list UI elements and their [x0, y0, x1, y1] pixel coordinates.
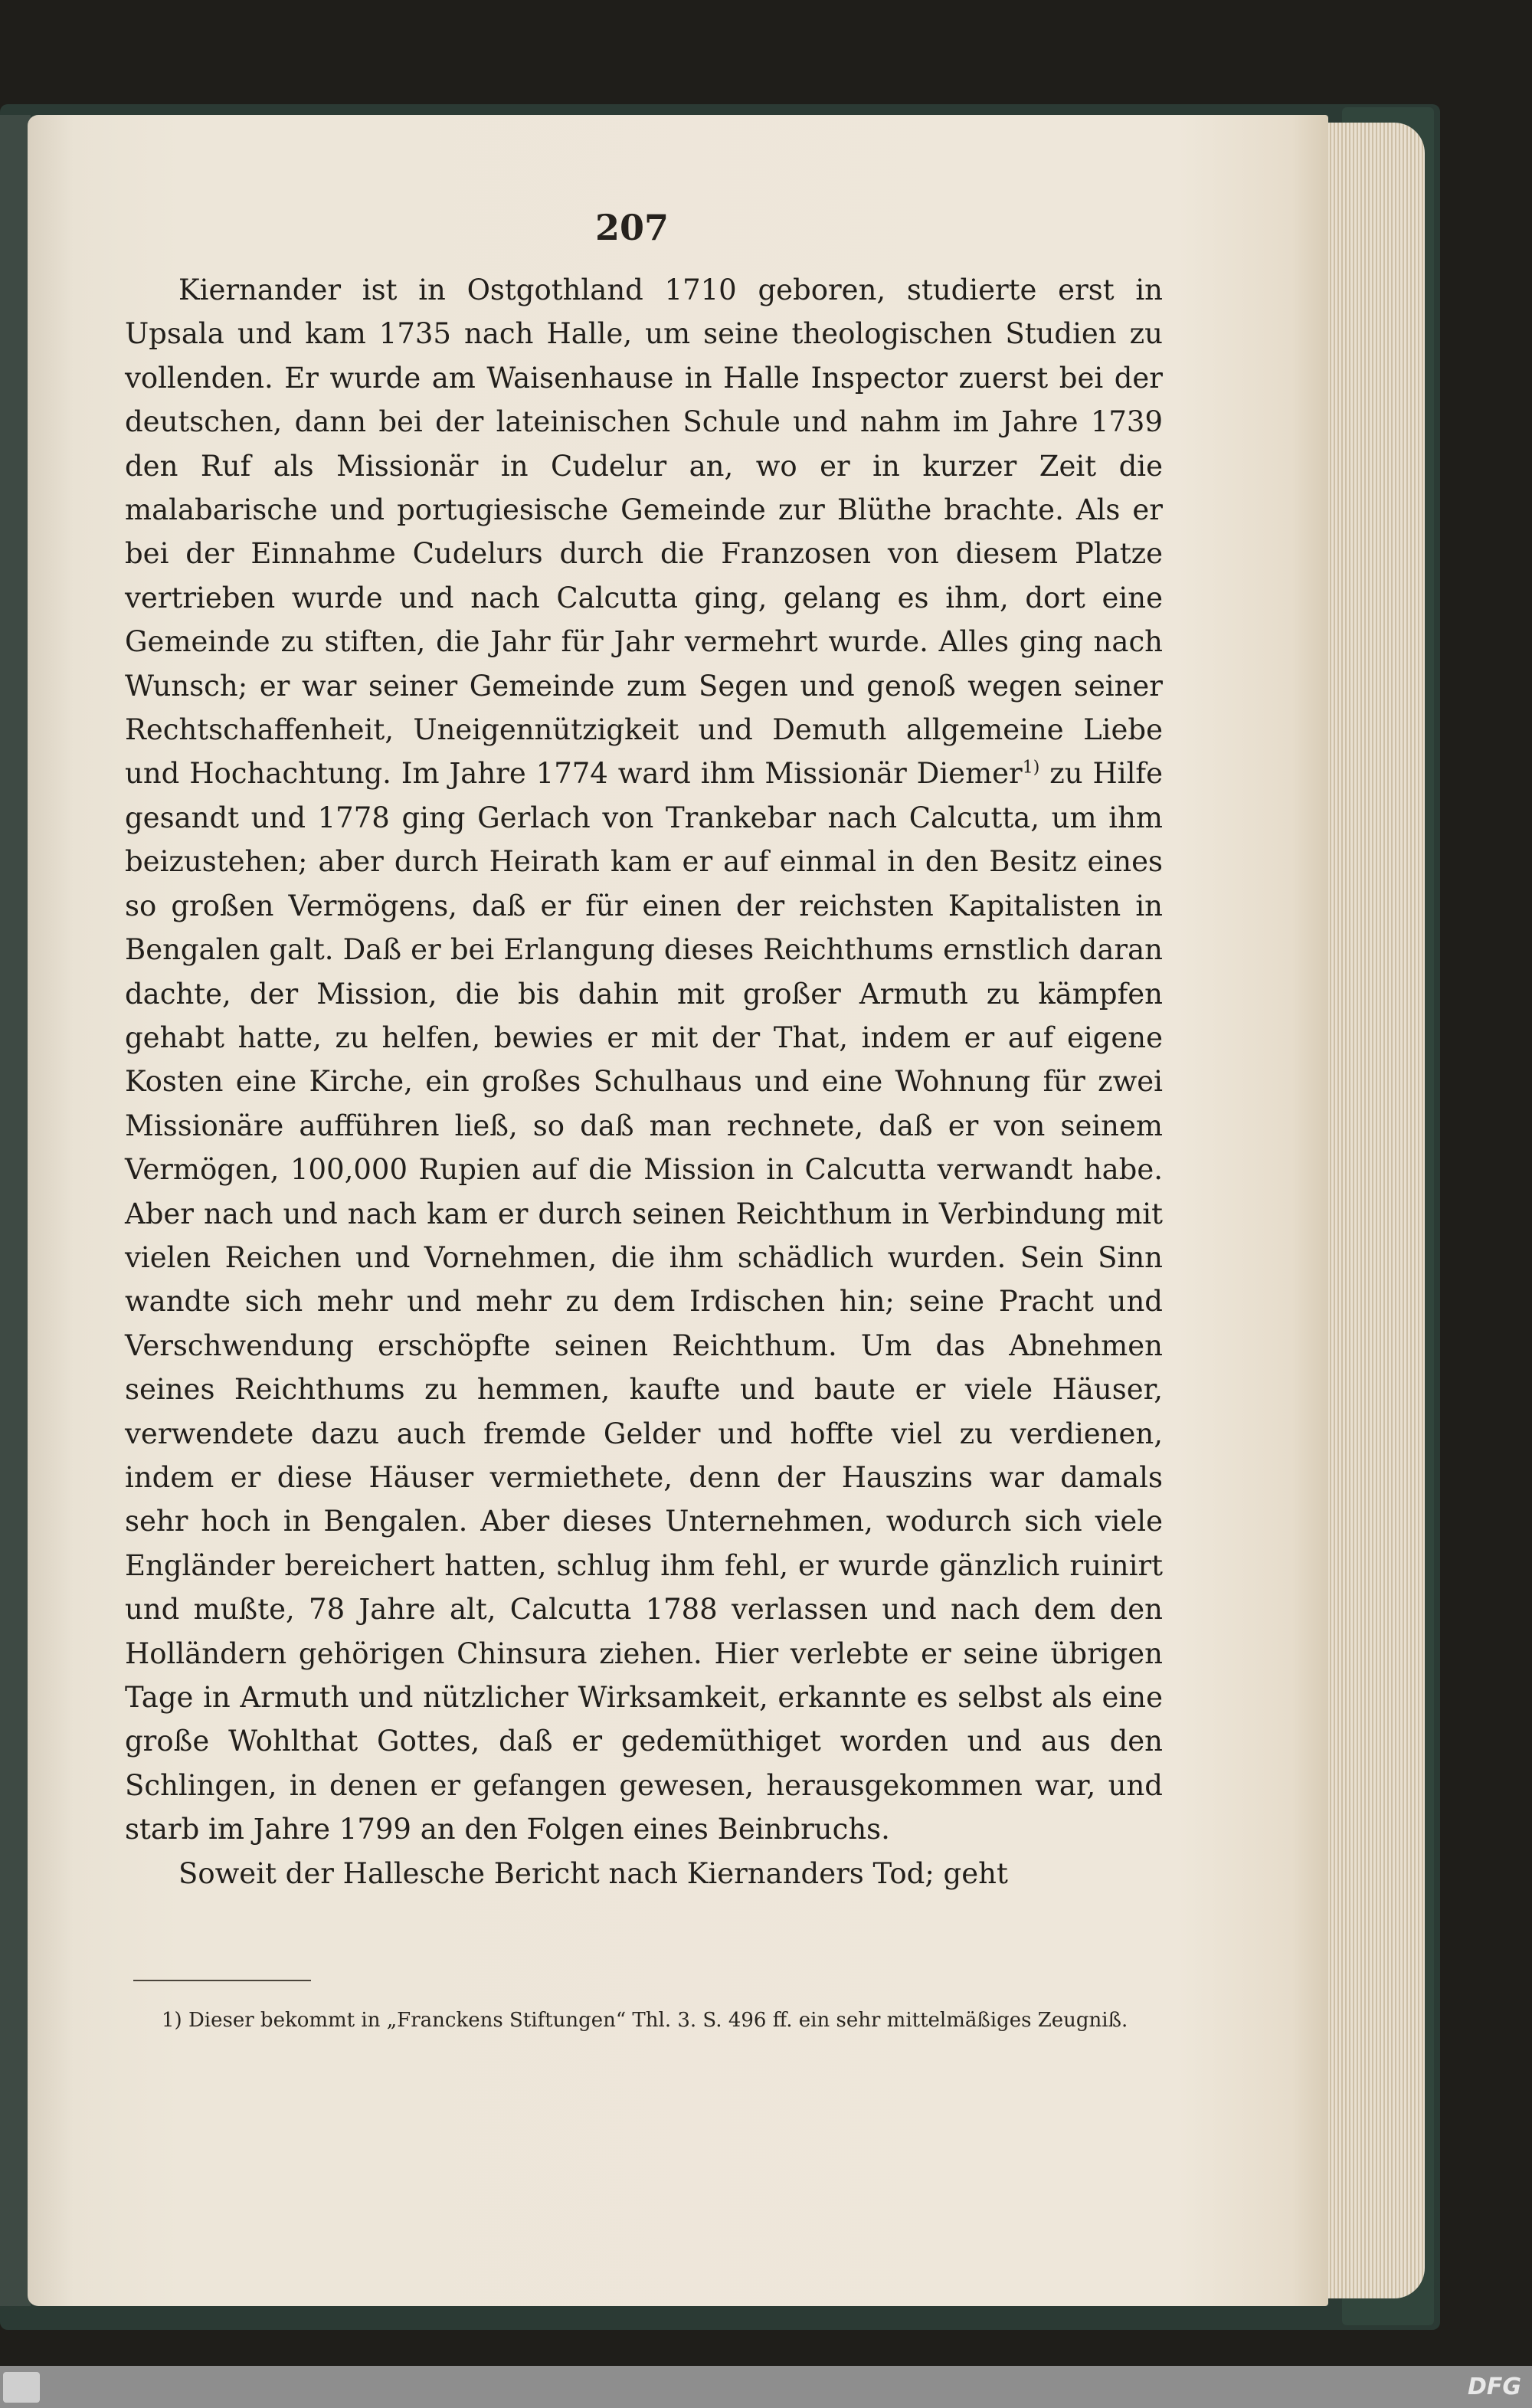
dfg-logo: DFG [1467, 2374, 1521, 2400]
viewer-bottom-bar [0, 2366, 1532, 2408]
paragraph-main-text: Kiernander ist in Ostgothland 1710 geboren, studierte erst in Upsala und kam 1735 nach Halle, um seine theologischen Studien zu vollenden. Er wurde am Waisenhause in Halle Inspector zuerst bei der deutschen, dann bei der lateinischen Schule und nahm im Jahre 1739 den Ruf als Missionär in Cudelur an, wo er in kurzer Zeit die malabarische und portugiesische Gemeinde zur Blüthe brachte. Als er bei der Einnahme Cudelurs durch die Franzosen von diesem Platze vertrieben wurde und nach Calcutta ging, gelang es ihm, dort eine Gemeinde zu stiften, die Jahr für Jahr vermehrt wurde. Alles ging nach Wunsch; er war seiner Gemeinde zum Segen und genoß wegen seiner Rechtschaffenheit, Uneigennützigkeit und Demuth allgemeine Liebe und Hochachtung. Im Jahre 1774 ward ihm Missionär Diemer [125, 274, 1163, 791]
page-stack-edges [1316, 123, 1425, 2298]
page-body [125, 268, 1163, 1895]
footnote-marker: 1) [1022, 758, 1040, 778]
page-number: 207 [594, 207, 669, 248]
footnote-divider [133, 1980, 311, 1981]
paragraph-main-continued: zu Hilfe gesandt und 1778 ging Gerlach von Trankebar nach Calcutta, um ihm beizustehen; aber durch Heirath kam er auf einmal in den Besitz eines so großen Vermögens, daß er für einen der reichsten Kapitalisten in Bengalen galt. Daß er bei Erlangung dieses Reichthums ernstlich daran dachte, der Mission, die bis dahin mit großer Armuth zu kämpfen gehabt hatte, zu helfen, bewies er mit der That, indem er auf eigene Kosten eine Kirche, ein großes Schulhaus und eine Wohnung für zwei Missionäre aufführen ließ, so daß man rechnete, daß er von seinem Vermögen, 100,000 Rupien auf die Mission in Calcutta verwandt habe. Aber nach und nach kam er durch seinen Reichthum in Verbindung mit vielen Reichen und Vornehmen, die ihm schädlich wurden. Sein Sinn wandte sich mehr und mehr zu dem Irdischen hin; seine Pracht und Verschwendung erschöpfte seinen Reichthum. Um das Abnehmen seines Reichthums zu hemmen, kaufte und baute er viele Häuser, verwendete dazu auch fremde Gelder und hoffte viel zu verdienen, indem er diese Häuser vermiethete, denn der Hauszins war damals sehr hoch in Bengalen. Aber dieses Unternehmen, wodurch sich viele Engländer bereichert hatten, schlug ihm fehl, er wurde gänzlich ruinirt und mußte, 78 Jahre alt, Calcutta 1788 verlassen und nach dem den Holländern gehörigen Chinsura ziehen. Hier verlebte er seine übrigen Tage in Armuth und nützlicher Wirksamkeit, erkannte es selbst als eine große Wohlthat Gottes, daß er gedemüthiget worden und aus den Schlingen, in denen er gefangen gewesen, herausgekommen war, und starb im Jahre 1799 an den Folgen eines Beinbruchs. [125, 757, 1164, 1846]
paragraph-main [125, 268, 1163, 1852]
footnote: 1) Dieser bekommt in „Franckens Stiftungen“ Thl. 3. S. 496 ff. ein sehr mittelmäßiges Zeugniß. [162, 2009, 1128, 2032]
book-spine-strip [0, 115, 31, 2306]
paragraph-second: Soweit der Hallesche Bericht nach Kiernanders Tod; geht [178, 1856, 1008, 1890]
library-logo-icon [3, 2372, 40, 2403]
